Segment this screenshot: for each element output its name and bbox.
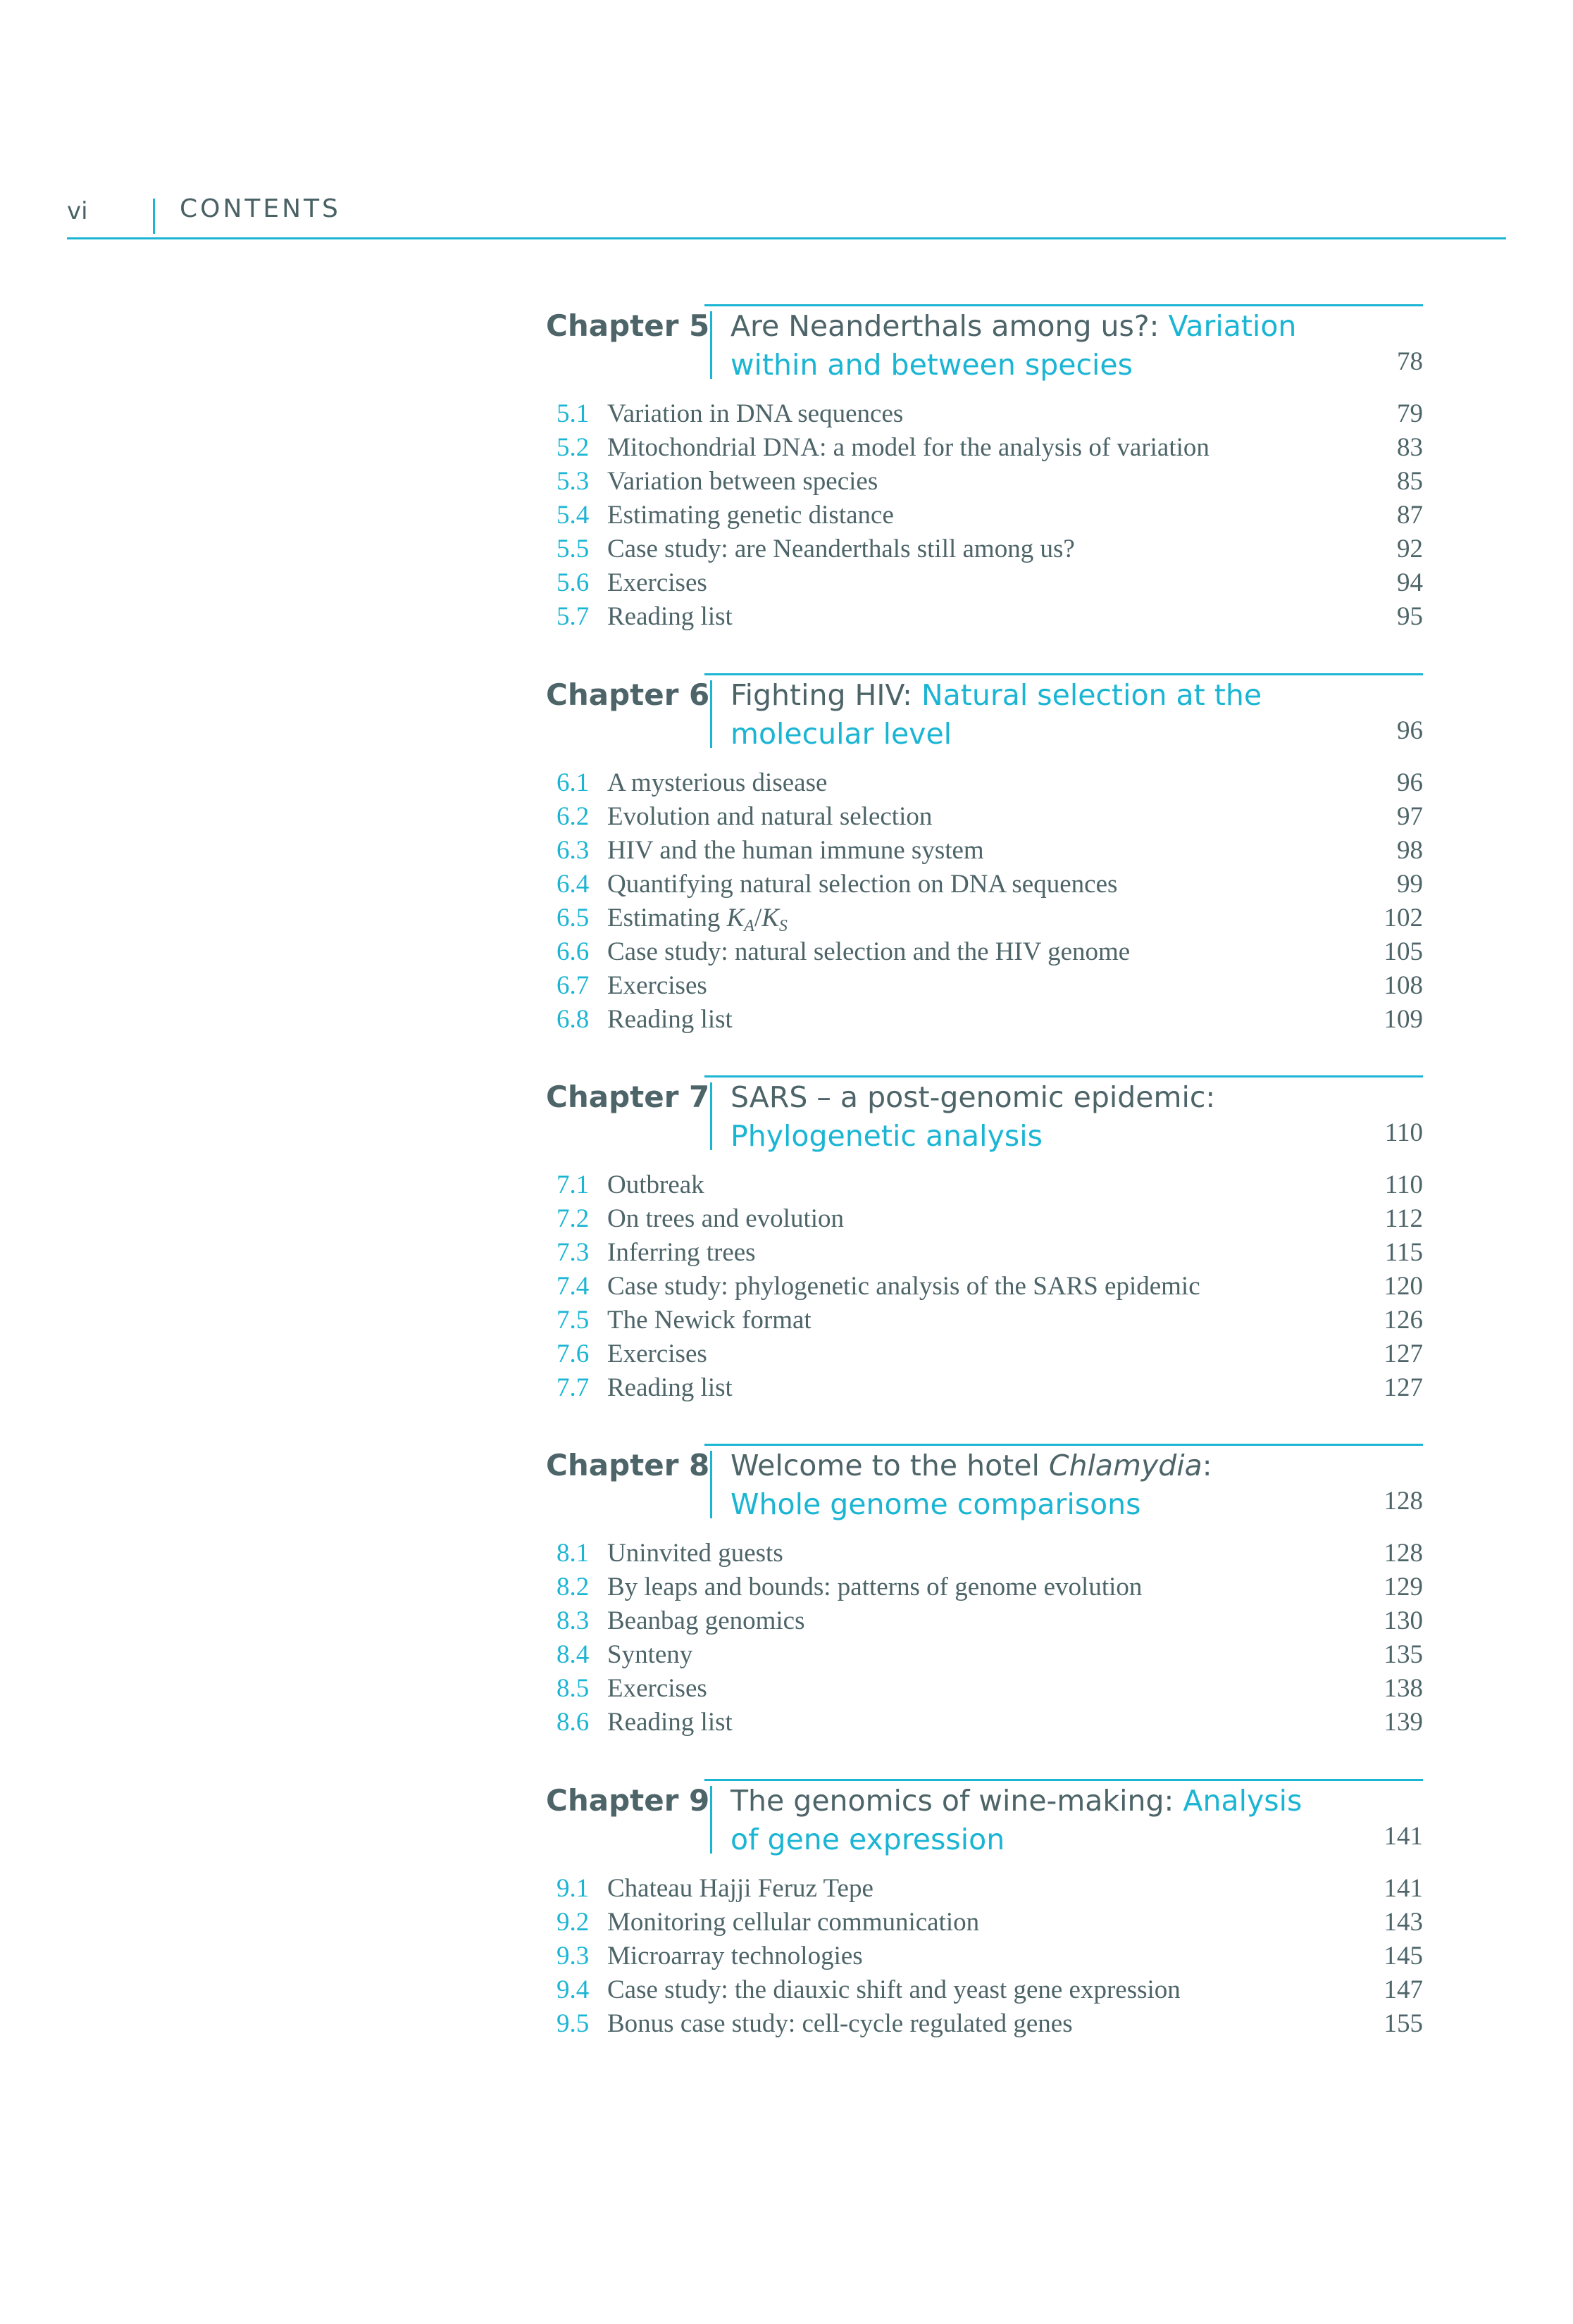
section-page: 102 — [1384, 904, 1423, 932]
chapter-rule — [704, 1075, 1423, 1077]
section-page: 139 — [1384, 1708, 1423, 1737]
chapter-page: 128 — [1384, 1487, 1423, 1516]
math-k-s: $K_S$ — [761, 904, 788, 935]
math-slash: / — [754, 904, 762, 932]
section-page: 79 — [1397, 399, 1423, 428]
toc-entry — [557, 1270, 1423, 1304]
toc-entry — [557, 600, 1423, 634]
section-title: Exercises — [607, 971, 707, 1000]
section-title: Inferring trees — [607, 1238, 756, 1267]
toc-entry — [557, 1906, 1423, 1939]
section-number: 5.3 — [557, 467, 590, 496]
section-title: Reading list — [607, 1005, 733, 1034]
section-page: 99 — [1397, 870, 1423, 899]
section-title: Chateau Hajji Feruz Tepe — [607, 1874, 873, 1903]
section-list — [557, 1168, 1423, 1405]
toc-entry — [557, 868, 1423, 901]
chapter-label: Chapter 9 — [546, 1783, 710, 1818]
toc-entry — [557, 465, 1423, 499]
chapter-label: Chapter 6 — [546, 677, 710, 712]
section-page: 112 — [1384, 1204, 1423, 1233]
chapter-page: 110 — [1384, 1118, 1423, 1147]
toc-entry — [557, 499, 1423, 532]
chapter-title-italic: Chlamydia — [1048, 1449, 1202, 1482]
chapter-title-main: Fighting HIV: — [730, 678, 921, 712]
section-number: 7.6 — [557, 1339, 590, 1368]
section-title: A mysterious disease — [607, 768, 828, 797]
section-page: 143 — [1384, 1908, 1423, 1937]
section-number: 6.1 — [557, 768, 590, 797]
toc-entry — [557, 1706, 1423, 1739]
chapter-divider — [710, 1082, 712, 1150]
section-title: Monitoring cellular communication — [607, 1908, 980, 1937]
section-list — [557, 1537, 1423, 1739]
section-page: 83 — [1397, 433, 1423, 462]
section-title: Exercises — [607, 1674, 707, 1703]
section-page: 155 — [1384, 2009, 1423, 2038]
section-number: 9.4 — [557, 1975, 590, 2004]
section-number: 6.3 — [557, 836, 590, 865]
section-page: 120 — [1384, 1272, 1423, 1301]
section-page: 96 — [1397, 768, 1423, 797]
section-title: Reading list — [607, 1708, 733, 1737]
section-page: 145 — [1384, 1942, 1423, 1970]
section-number: 8.6 — [557, 1708, 590, 1737]
section-title: Variation between species — [607, 467, 878, 496]
chapter-title-main: Welcome to the hotel — [730, 1449, 1049, 1482]
section-title: Reading list — [607, 602, 733, 631]
toc-entry — [557, 1371, 1423, 1405]
section-number: 6.5 — [557, 904, 590, 932]
section-number: 5.1 — [557, 399, 590, 428]
section-title: Exercises — [607, 568, 707, 597]
section-page: 115 — [1384, 1238, 1423, 1267]
section-list — [557, 397, 1423, 634]
section-title: By leaps and bounds: patterns of genome evolution — [607, 1573, 1143, 1601]
toc-entry — [557, 834, 1423, 868]
section-page: 110 — [1384, 1170, 1423, 1199]
section-title: HIV and the human immune system — [607, 836, 984, 865]
toc-entry — [557, 1672, 1423, 1706]
chapter-page: 141 — [1384, 1822, 1423, 1851]
chapter-rule — [704, 673, 1423, 675]
toc-entry — [557, 397, 1423, 431]
section-page: 85 — [1397, 467, 1423, 496]
toc-entry — [557, 1337, 1423, 1371]
section-number: 7.2 — [557, 1204, 590, 1233]
section-number: 7.4 — [557, 1272, 590, 1301]
chapter-label: Chapter 5 — [546, 308, 710, 343]
section-number: 5.6 — [557, 568, 590, 597]
math-k-a: $K_A$ — [726, 904, 754, 935]
section-page: 109 — [1384, 1005, 1423, 1034]
section-number: 6.6 — [557, 937, 590, 966]
section-number: 6.7 — [557, 971, 590, 1000]
section-number: 8.2 — [557, 1573, 590, 1601]
section-title: Beanbag genomics — [607, 1606, 805, 1635]
chapter-title — [730, 676, 1308, 754]
section-title: Mitochondrial DNA: a model for the analysis of variation — [607, 433, 1210, 462]
section-number: 9.3 — [557, 1942, 590, 1970]
section-list — [557, 766, 1423, 1037]
running-head-title: CONTENTS — [180, 194, 341, 223]
section-title: Evolution and natural selection — [607, 802, 933, 831]
chapter-title-sub: Whole genome comparisons — [730, 1487, 1141, 1521]
toc-entry — [557, 1304, 1423, 1337]
chapter-divider — [710, 311, 712, 379]
section-number: 7.7 — [557, 1373, 590, 1402]
toc-entry — [557, 1202, 1423, 1236]
chapter-label: Chapter 8 — [546, 1448, 710, 1482]
section-number: 7.1 — [557, 1170, 590, 1199]
section-number: 5.5 — [557, 535, 590, 563]
chapter-rule — [704, 1444, 1423, 1446]
section-title: Case study: the diauxic shift and yeast gene expression — [607, 1975, 1181, 2004]
section-title: Estimating genetic distance — [607, 501, 894, 530]
chapter-title-sub: Variation within and between species — [730, 309, 1297, 382]
section-page: 130 — [1384, 1606, 1423, 1635]
chapter-title-colon: : — [1202, 1449, 1212, 1482]
section-title: Synteny — [607, 1640, 693, 1669]
running-head — [67, 193, 1506, 239]
page-number: vi — [67, 197, 88, 225]
toc-entry — [557, 1537, 1423, 1570]
chapter-title-main: The genomics of wine-making: — [730, 1784, 1183, 1818]
section-number: 8.3 — [557, 1606, 590, 1635]
section-number: 8.5 — [557, 1674, 590, 1703]
toc-entry — [557, 566, 1423, 600]
section-number: 7.5 — [557, 1306, 590, 1335]
running-head-divider — [153, 199, 155, 234]
chapter-title-main: SARS – a post-genomic epidemic: — [730, 1080, 1216, 1114]
section-title: Variation in DNA sequences — [607, 399, 904, 428]
chapter-title-sub: Phylogenetic analysis — [730, 1119, 1043, 1153]
section-page: 127 — [1384, 1339, 1423, 1368]
toc-entry — [557, 1638, 1423, 1672]
section-page: 87 — [1397, 501, 1423, 530]
section-page: 98 — [1397, 836, 1423, 865]
section-page: 128 — [1384, 1539, 1423, 1568]
section-title: Case study: phylogenetic analysis of the SARS epidemic — [607, 1272, 1200, 1301]
chapter-title-sub: Analysis of gene expression — [730, 1784, 1302, 1856]
section-page: 94 — [1397, 568, 1423, 597]
toc-entry — [557, 901, 1423, 935]
section-title: Quantifying natural selection on DNA sequences — [607, 870, 1118, 899]
section-number: 5.7 — [557, 602, 590, 631]
chapter-rule — [704, 1779, 1423, 1781]
section-page: 147 — [1384, 1975, 1423, 2004]
section-number: 5.2 — [557, 433, 590, 462]
section-number: 8.4 — [557, 1640, 590, 1669]
section-page: 108 — [1384, 971, 1423, 1000]
section-page: 135 — [1384, 1640, 1423, 1669]
chapter-title-main: Are Neanderthals among us?: — [730, 309, 1169, 343]
toc-entry — [557, 1604, 1423, 1638]
section-number: 6.4 — [557, 870, 590, 899]
chapter-label: Chapter 7 — [546, 1080, 710, 1114]
section-title: The Newick format — [607, 1306, 812, 1335]
section-page: 127 — [1384, 1373, 1423, 1402]
section-title — [607, 901, 788, 935]
chapter-title — [730, 1447, 1308, 1524]
chapter-title — [730, 1782, 1308, 1859]
section-page: 105 — [1384, 937, 1423, 966]
section-number: 6.2 — [557, 802, 590, 831]
section-page: 95 — [1397, 602, 1423, 631]
section-number: 9.1 — [557, 1874, 590, 1903]
chapter-divider — [710, 1786, 712, 1854]
chapter-divider — [710, 1451, 712, 1518]
toc-entry — [557, 431, 1423, 465]
toc-entry — [557, 1168, 1423, 1202]
section-title-text: Estimating — [607, 904, 727, 932]
toc-entry — [557, 2007, 1423, 2041]
section-page: 92 — [1397, 535, 1423, 563]
chapter-title-sub: Natural selection at the molecular level — [730, 678, 1262, 751]
section-number: 9.2 — [557, 1908, 590, 1937]
section-title: Case study: natural selection and the HIV genome — [607, 937, 1131, 966]
section-page: 97 — [1397, 802, 1423, 831]
chapter-title — [730, 307, 1308, 385]
toc-entry — [557, 800, 1423, 834]
toc-entry — [557, 1236, 1423, 1270]
section-title: Outbreak — [607, 1170, 704, 1199]
toc-entry — [557, 969, 1423, 1003]
section-title: On trees and evolution — [607, 1204, 844, 1233]
chapter-title — [730, 1078, 1308, 1156]
section-number: 5.4 — [557, 501, 590, 530]
section-number: 6.8 — [557, 1005, 590, 1034]
toc-entry — [557, 1973, 1423, 2007]
section-number: 7.3 — [557, 1238, 590, 1267]
section-title: Microarray technologies — [607, 1942, 863, 1970]
section-number: 9.5 — [557, 2009, 590, 2038]
toc-entry — [557, 935, 1423, 969]
section-title: Bonus case study: cell-cycle regulated genes — [607, 2009, 1073, 2038]
section-list — [557, 1872, 1423, 2041]
section-title: Reading list — [607, 1373, 733, 1402]
section-title: Exercises — [607, 1339, 707, 1368]
section-number: 8.1 — [557, 1539, 590, 1568]
section-page: 129 — [1384, 1573, 1423, 1601]
running-head-rule — [67, 237, 1506, 239]
toc-entry — [557, 766, 1423, 800]
chapter-page: 96 — [1397, 716, 1423, 745]
toc-entry — [557, 1872, 1423, 1906]
toc-entry — [557, 532, 1423, 566]
section-title: Uninvited guests — [607, 1539, 783, 1568]
chapter-rule — [704, 304, 1423, 306]
toc-entry — [557, 1939, 1423, 1973]
section-page: 126 — [1384, 1306, 1423, 1335]
chapter-page: 78 — [1397, 347, 1423, 376]
section-title: Case study: are Neanderthals still among us? — [607, 535, 1075, 563]
toc-entry — [557, 1003, 1423, 1037]
toc-entry — [557, 1570, 1423, 1604]
chapter-divider — [710, 680, 712, 748]
section-page: 138 — [1384, 1674, 1423, 1703]
section-page: 141 — [1384, 1874, 1423, 1903]
